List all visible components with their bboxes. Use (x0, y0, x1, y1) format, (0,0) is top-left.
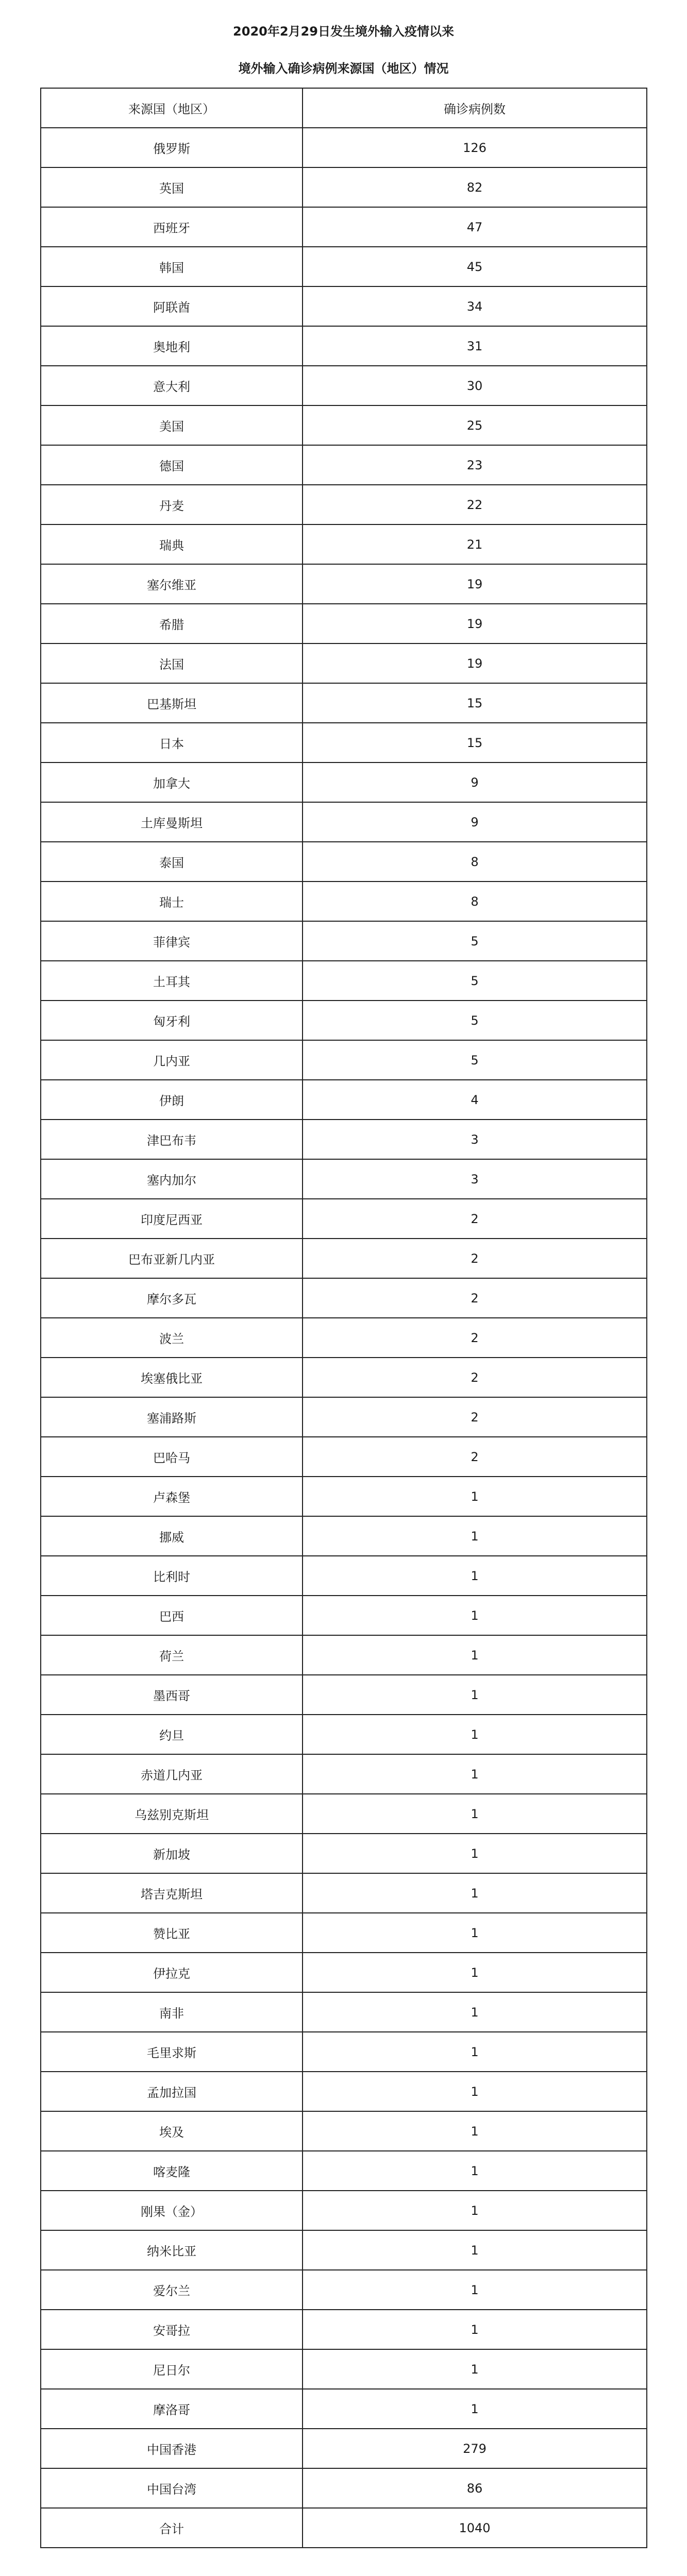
table-row (41, 1001, 647, 1040)
cell-source-country: 塔吉克斯坦 (41, 1873, 303, 1913)
table-row (41, 1358, 647, 1397)
cell-confirmed-cases: 1 (303, 2230, 647, 2270)
cell-confirmed-cases: 82 (303, 167, 647, 207)
table-row (41, 1239, 647, 1278)
cell-source-country: 韩国 (41, 247, 303, 286)
cell-source-country: 挪威 (41, 1516, 303, 1556)
table-row (41, 1675, 647, 1715)
cell-source-country: 毛里求斯 (41, 2032, 303, 2072)
table-row (41, 1080, 647, 1120)
cell-source-country: 巴基斯坦 (41, 683, 303, 723)
table-row (41, 207, 647, 247)
cell-source-country: 埃及 (41, 2111, 303, 2151)
cell-source-country: 法国 (41, 643, 303, 683)
cell-confirmed-cases: 15 (303, 683, 647, 723)
table-row (41, 643, 647, 683)
cell-confirmed-cases: 2 (303, 1358, 647, 1397)
table-row (41, 1318, 647, 1358)
table-row (41, 604, 647, 643)
cell-source-country: 纳米比亚 (41, 2230, 303, 2270)
table-row (41, 1913, 647, 1953)
table-row (41, 762, 647, 802)
table-row (41, 1477, 647, 1516)
cell-confirmed-cases: 45 (303, 247, 647, 286)
table-row (41, 1834, 647, 1873)
table-row (41, 1199, 647, 1239)
cell-confirmed-cases: 31 (303, 326, 647, 366)
table-row (41, 723, 647, 762)
cell-confirmed-cases: 3 (303, 1159, 647, 1199)
table-row (41, 1159, 647, 1199)
page-title: 2020年2月29日发生境外输入疫情以来 (233, 24, 454, 39)
table-row (41, 2429, 647, 2468)
cell-source-country: 中国香港 (41, 2429, 303, 2468)
cell-confirmed-cases: 1 (303, 2310, 647, 2349)
cell-source-country: 土库曼斯坦 (41, 802, 303, 842)
cell-confirmed-cases: 1 (303, 1596, 647, 1635)
cell-source-country: 奥地利 (41, 326, 303, 366)
cell-confirmed-cases: 1 (303, 1913, 647, 1953)
table-header-row (41, 88, 647, 128)
cell-source-country: 喀麦隆 (41, 2151, 303, 2191)
cell-source-country: 塞尔维亚 (41, 564, 303, 604)
table-row (41, 247, 647, 286)
cell-source-country: 塞浦路斯 (41, 1397, 303, 1437)
cell-confirmed-cases: 9 (303, 762, 647, 802)
cell-confirmed-cases: 4 (303, 1080, 647, 1120)
cell-confirmed-cases: 1 (303, 2072, 647, 2111)
cell-source-country: 赞比亚 (41, 1913, 303, 1953)
cell-confirmed-cases: 1 (303, 2270, 647, 2310)
cell-source-country: 匈牙利 (41, 1001, 303, 1040)
table-body (41, 128, 647, 2548)
cell-source-country: 德国 (41, 445, 303, 485)
cell-source-country: 日本 (41, 723, 303, 762)
cell-confirmed-cases: 1 (303, 2111, 647, 2151)
cell-confirmed-cases: 1 (303, 1834, 647, 1873)
cell-confirmed-cases: 1 (303, 1794, 647, 1834)
cell-confirmed-cases: 1 (303, 1873, 647, 1913)
cell-confirmed-cases: 2 (303, 1437, 647, 1477)
table-row (41, 2508, 647, 2548)
table-row (41, 1397, 647, 1437)
cell-confirmed-cases: 23 (303, 445, 647, 485)
cell-confirmed-cases: 1 (303, 1715, 647, 1754)
table-row (41, 366, 647, 405)
table-row (41, 1437, 647, 1477)
cell-source-country: 卢森堡 (41, 1477, 303, 1516)
table-row (41, 445, 647, 485)
cell-confirmed-cases: 25 (303, 405, 647, 445)
cell-source-country: 西班牙 (41, 207, 303, 247)
cell-source-country: 伊朗 (41, 1080, 303, 1120)
table-row (41, 2468, 647, 2508)
cell-confirmed-cases: 279 (303, 2429, 647, 2468)
cell-confirmed-cases: 1 (303, 2389, 647, 2429)
table-row (41, 1635, 647, 1675)
cell-confirmed-cases: 5 (303, 961, 647, 1001)
cell-confirmed-cases: 2 (303, 1278, 647, 1318)
cell-confirmed-cases: 2 (303, 1318, 647, 1358)
cell-confirmed-cases: 2 (303, 1199, 647, 1239)
cell-confirmed-cases: 1 (303, 1675, 647, 1715)
cell-confirmed-cases: 1 (303, 2349, 647, 2389)
cell-source-country: 摩洛哥 (41, 2389, 303, 2429)
table-row (41, 1556, 647, 1596)
table-row (41, 1040, 647, 1080)
table-row (41, 286, 647, 326)
table-row (41, 2349, 647, 2389)
cell-confirmed-cases: 8 (303, 842, 647, 882)
table-row (41, 2072, 647, 2111)
cell-confirmed-cases: 5 (303, 921, 647, 961)
cell-source-country: 巴布亚新几内亚 (41, 1239, 303, 1278)
cell-source-country: 爱尔兰 (41, 2270, 303, 2310)
table-row (41, 1873, 647, 1913)
table-row (41, 1794, 647, 1834)
cell-source-country: 南非 (41, 1992, 303, 2032)
header-source-country: 来源国（地区） (41, 88, 303, 128)
table-row (41, 802, 647, 842)
cell-source-country: 塞内加尔 (41, 1159, 303, 1199)
cell-confirmed-cases: 34 (303, 286, 647, 326)
cell-confirmed-cases: 2 (303, 1239, 647, 1278)
cell-confirmed-cases: 2 (303, 1397, 647, 1437)
table-row (41, 2111, 647, 2151)
cell-source-country: 几内亚 (41, 1040, 303, 1080)
cell-confirmed-cases: 15 (303, 723, 647, 762)
table-row (41, 1754, 647, 1794)
cell-confirmed-cases: 1 (303, 2151, 647, 2191)
cell-confirmed-cases: 22 (303, 485, 647, 524)
cell-confirmed-cases: 19 (303, 643, 647, 683)
cell-confirmed-cases: 19 (303, 604, 647, 643)
table-row (41, 1992, 647, 2032)
table-row (41, 2032, 647, 2072)
table-row (41, 2230, 647, 2270)
cell-source-country: 安哥拉 (41, 2310, 303, 2349)
cell-confirmed-cases: 1 (303, 2032, 647, 2072)
cell-confirmed-cases: 1 (303, 1477, 647, 1516)
cell-confirmed-cases: 1 (303, 1754, 647, 1794)
cell-source-country: 瑞典 (41, 524, 303, 564)
cell-source-country: 摩尔多瓦 (41, 1278, 303, 1318)
cell-source-country: 刚果（金） (41, 2191, 303, 2230)
cell-source-country: 约旦 (41, 1715, 303, 1754)
table-row (41, 882, 647, 921)
cell-source-country: 墨西哥 (41, 1675, 303, 1715)
cell-source-country: 加拿大 (41, 762, 303, 802)
cell-source-country: 瑞士 (41, 882, 303, 921)
table-row (41, 2191, 647, 2230)
cell-source-country: 意大利 (41, 366, 303, 405)
cell-source-country: 俄罗斯 (41, 128, 303, 167)
table-row (41, 2270, 647, 2310)
cell-confirmed-cases: 5 (303, 1040, 647, 1080)
cell-confirmed-cases: 3 (303, 1120, 647, 1159)
table-row (41, 2151, 647, 2191)
table-row (41, 2389, 647, 2429)
cell-source-country: 尼日尔 (41, 2349, 303, 2389)
table-row (41, 1278, 647, 1318)
cell-source-country: 伊拉克 (41, 1953, 303, 1992)
table-row (41, 128, 647, 167)
cell-confirmed-cases: 8 (303, 882, 647, 921)
table-row (41, 564, 647, 604)
header-confirmed-cases: 确诊病例数 (303, 88, 647, 128)
cell-source-country: 阿联酋 (41, 286, 303, 326)
cell-source-country: 孟加拉国 (41, 2072, 303, 2111)
cell-source-country: 埃塞俄比亚 (41, 1358, 303, 1397)
cell-source-country: 印度尼西亚 (41, 1199, 303, 1239)
cell-confirmed-cases: 5 (303, 1001, 647, 1040)
cell-confirmed-cases: 30 (303, 366, 647, 405)
cell-source-country: 美国 (41, 405, 303, 445)
table-row (41, 683, 647, 723)
cell-confirmed-cases: 1 (303, 1556, 647, 1596)
table-row (41, 1516, 647, 1556)
table-row (41, 842, 647, 882)
cell-confirmed-cases: 1 (303, 1516, 647, 1556)
cell-source-country: 波兰 (41, 1318, 303, 1358)
cell-source-country: 比利时 (41, 1556, 303, 1596)
cell-source-country: 津巴布韦 (41, 1120, 303, 1159)
page-subtitle: 境外输入确诊病例来源国（地区）情况 (238, 61, 449, 76)
cell-confirmed-cases: 1 (303, 1992, 647, 2032)
cell-confirmed-cases: 126 (303, 128, 647, 167)
cell-source-country: 泰国 (41, 842, 303, 882)
cell-source-country: 希腊 (41, 604, 303, 643)
cell-confirmed-cases: 19 (303, 564, 647, 604)
table-row (41, 1953, 647, 1992)
cell-confirmed-cases: 1 (303, 1635, 647, 1675)
cell-confirmed-cases: 21 (303, 524, 647, 564)
cell-source-country: 巴哈马 (41, 1437, 303, 1477)
cell-source-country: 乌兹别克斯坦 (41, 1794, 303, 1834)
cell-source-country: 英国 (41, 167, 303, 207)
cell-confirmed-cases: 47 (303, 207, 647, 247)
cell-confirmed-cases: 86 (303, 2468, 647, 2508)
table-row (41, 2310, 647, 2349)
cell-confirmed-cases: 9 (303, 802, 647, 842)
table-row (41, 326, 647, 366)
cell-source-country: 合计 (41, 2508, 303, 2548)
table-row (41, 167, 647, 207)
cell-source-country: 丹麦 (41, 485, 303, 524)
table-row (41, 485, 647, 524)
table-row (41, 1596, 647, 1635)
cell-confirmed-cases: 1040 (303, 2508, 647, 2548)
cell-source-country: 菲律宾 (41, 921, 303, 961)
cell-confirmed-cases: 1 (303, 1953, 647, 1992)
cell-source-country: 中国台湾 (41, 2468, 303, 2508)
cell-source-country: 荷兰 (41, 1635, 303, 1675)
table-row (41, 524, 647, 564)
table-row (41, 405, 647, 445)
cell-source-country: 巴西 (41, 1596, 303, 1635)
source-country-table (40, 88, 647, 2548)
cell-confirmed-cases: 1 (303, 2191, 647, 2230)
table-row (41, 1715, 647, 1754)
table-row (41, 921, 647, 961)
cell-source-country: 新加坡 (41, 1834, 303, 1873)
cell-source-country: 土耳其 (41, 961, 303, 1001)
table-row (41, 1120, 647, 1159)
cell-source-country: 赤道几内亚 (41, 1754, 303, 1794)
table-row (41, 961, 647, 1001)
